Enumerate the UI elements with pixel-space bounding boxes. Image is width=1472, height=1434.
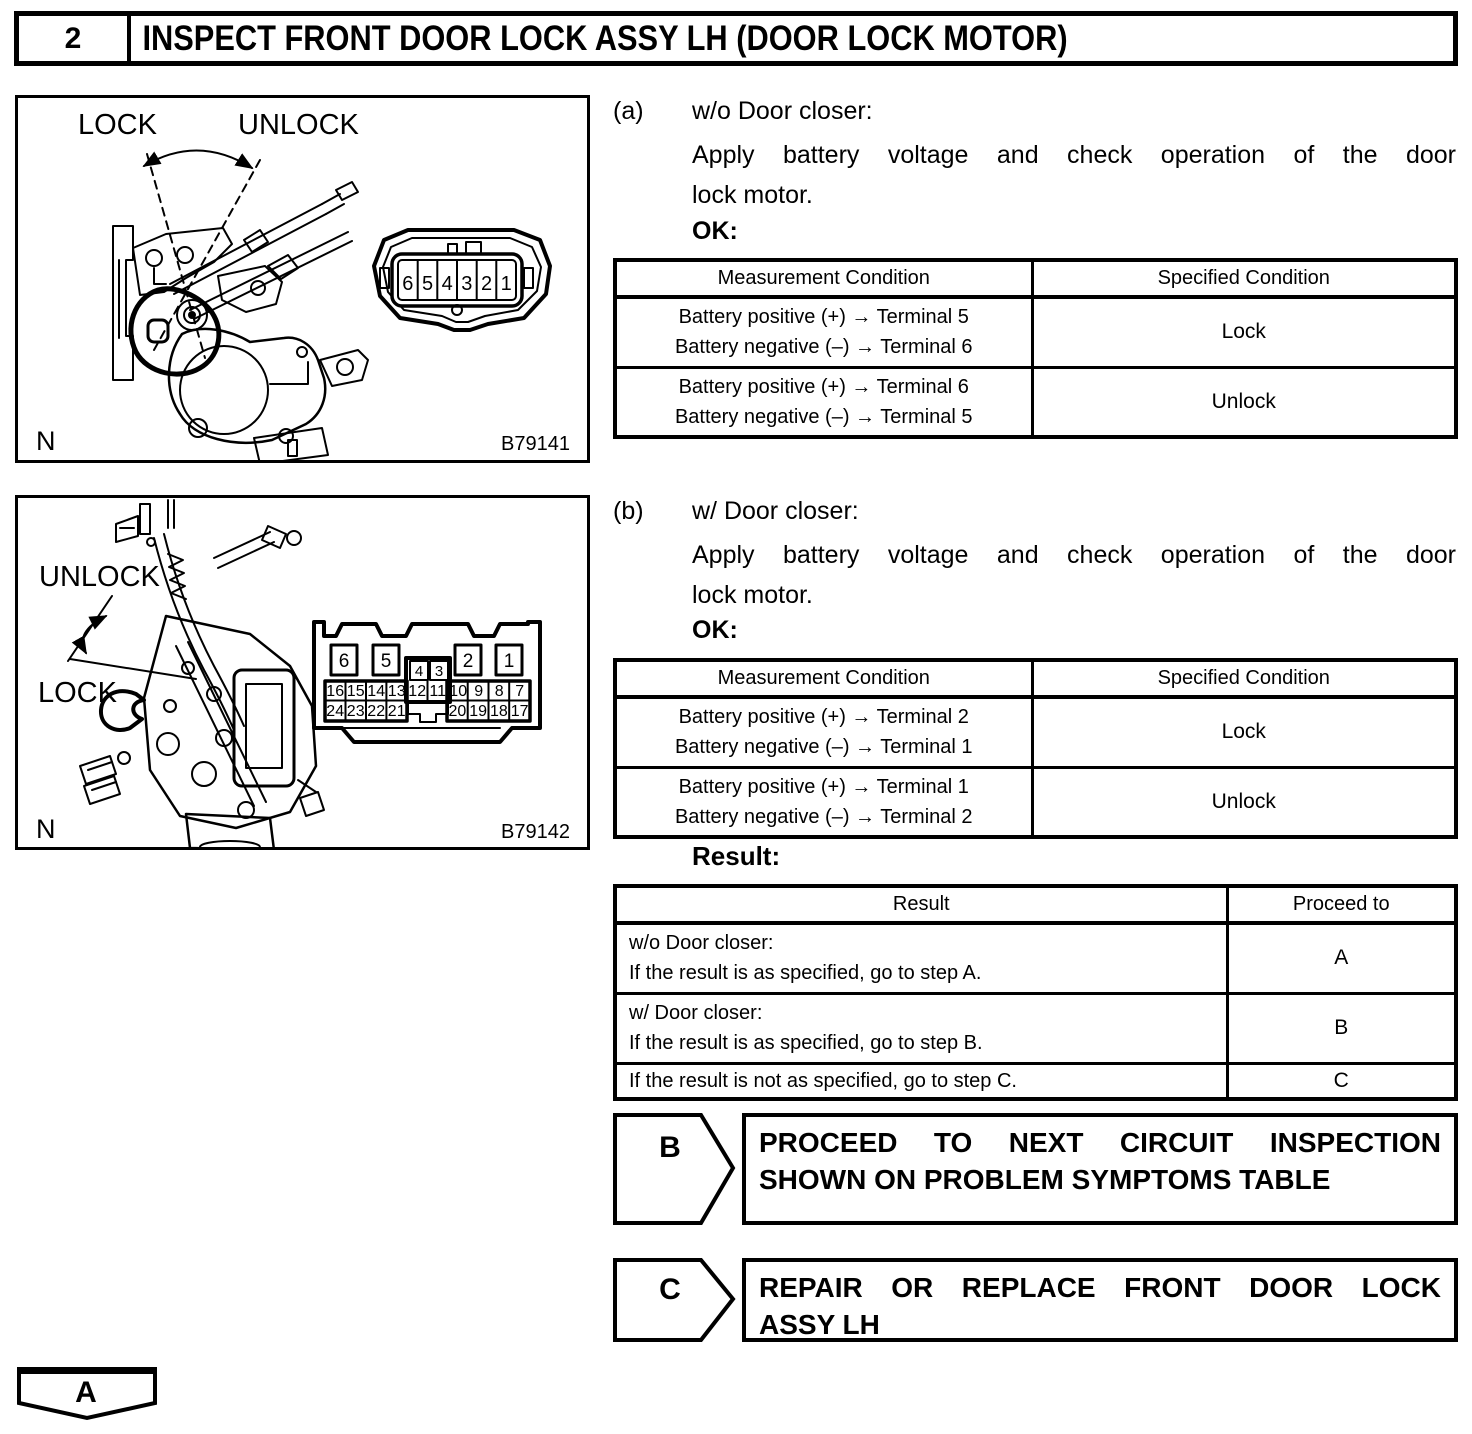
section-a-heading bbox=[613, 97, 1458, 131]
unlock-direction-dashed-line bbox=[154, 160, 260, 350]
body-line: lock motor. bbox=[692, 581, 813, 609]
section-a-index: (a) bbox=[613, 97, 644, 125]
condition-line: Battery negative (–) → Terminal 6 bbox=[674, 336, 973, 359]
col-header-proceed-to: Proceed to bbox=[1227, 886, 1456, 923]
specified-condition-cell: Unlock bbox=[1032, 367, 1456, 437]
result-cell bbox=[615, 1063, 1227, 1099]
figure-door-lock-w-closer bbox=[15, 495, 590, 850]
proceed-to-cell: A bbox=[1227, 923, 1456, 993]
table-header-row bbox=[615, 260, 1456, 297]
pin-label: 6 bbox=[338, 651, 350, 672]
pin-label: 12 bbox=[408, 683, 427, 700]
section-b-body bbox=[692, 535, 1456, 615]
proceed-to-cell: C bbox=[1227, 1063, 1456, 1099]
condition-line: Battery positive (+) → Terminal 1 bbox=[678, 775, 969, 798]
pin-label: 21 bbox=[387, 703, 406, 720]
result-cell bbox=[615, 993, 1227, 1063]
col-header-measurement: Measurement Condition bbox=[615, 260, 1032, 297]
pin-label: 5 bbox=[421, 273, 434, 295]
pin-label: 14 bbox=[367, 683, 386, 700]
specified-condition-cell: Lock bbox=[1032, 697, 1456, 767]
spec-table-b bbox=[613, 658, 1458, 839]
body-line: lock motor. bbox=[692, 181, 813, 209]
table-row bbox=[615, 923, 1456, 993]
table-row bbox=[615, 297, 1456, 367]
figure-corner-mark: N bbox=[36, 814, 56, 844]
condition-line: Battery positive (+) → Terminal 2 bbox=[678, 706, 969, 729]
section-b-heading bbox=[613, 497, 1458, 531]
instruction-line: PROCEED TO NEXT CIRCUIT INSPECTION bbox=[759, 1127, 1441, 1158]
next-step-letter: A bbox=[75, 1376, 97, 1409]
pin-label: 23 bbox=[346, 703, 365, 720]
lock-unlock-arrow bbox=[144, 150, 252, 168]
connector-24pin bbox=[314, 622, 540, 742]
result-line: If the result is not as specified, go to step C. bbox=[629, 1069, 1017, 1092]
result-line: w/ Door closer: bbox=[629, 1002, 763, 1024]
figure-door-lock-wo-closer bbox=[15, 95, 590, 463]
pin-label: 4 bbox=[441, 273, 453, 295]
pin-label: 15 bbox=[346, 683, 365, 700]
door-lock-mechanism bbox=[113, 182, 368, 460]
pin-label: 16 bbox=[326, 683, 345, 700]
figure2-illustration bbox=[18, 498, 587, 847]
spec-table-a bbox=[613, 258, 1458, 439]
figure-corner-mark: N bbox=[36, 426, 56, 456]
result-label: Result: bbox=[692, 841, 781, 871]
condition-line: Battery positive (+) → Terminal 6 bbox=[678, 375, 969, 398]
door-lock-mechanism bbox=[80, 500, 324, 847]
measurement-condition-cell bbox=[615, 697, 1032, 767]
body-line: Apply battery voltage and check operation of the door bbox=[692, 541, 1456, 569]
result-table bbox=[613, 884, 1458, 1101]
step-title: INSPECT FRONT DOOR LOCK ASSY LH (DOOR LOCK MOTOR) bbox=[142, 18, 1068, 58]
pin-label: 1 bbox=[500, 273, 512, 295]
instruction-line: SHOWN ON PROBLEM SYMPTOMS TABLE bbox=[759, 1164, 1331, 1195]
pin-label: 6 bbox=[402, 273, 414, 295]
pin-label: 22 bbox=[367, 703, 386, 720]
pin-label: 2 bbox=[480, 273, 493, 295]
table-row bbox=[615, 993, 1456, 1063]
step-b-letter: B bbox=[659, 1131, 681, 1164]
specified-condition-cell: Lock bbox=[1032, 297, 1456, 367]
instruction-line: ASSY LH bbox=[759, 1309, 880, 1340]
table-row bbox=[615, 1063, 1456, 1099]
pin-label: 11 bbox=[429, 683, 447, 700]
pin-label: 10 bbox=[449, 683, 468, 700]
figure1-illustration bbox=[18, 98, 587, 460]
measurement-condition-cell bbox=[615, 767, 1032, 837]
measurement-condition-cell bbox=[615, 367, 1032, 437]
pin-label: 20 bbox=[448, 703, 467, 720]
pin-label: 17 bbox=[510, 703, 529, 720]
pin-label: 18 bbox=[490, 703, 508, 720]
step-c-instruction-box bbox=[742, 1258, 1458, 1342]
condition-line: Battery negative (–) → Terminal 2 bbox=[674, 805, 973, 828]
result-line: If the result is as specified, go to step A. bbox=[629, 962, 982, 985]
specified-condition-cell: Unlock bbox=[1032, 767, 1456, 837]
step-b-instruction-box bbox=[742, 1113, 1458, 1225]
step-c-letter: C bbox=[659, 1273, 681, 1306]
step-c-chevron bbox=[613, 1258, 737, 1342]
instruction-line: REPAIR OR REPLACE FRONT DOOR LOCK bbox=[759, 1272, 1441, 1303]
condition-line: Battery negative (–) → Terminal 1 bbox=[674, 736, 973, 759]
pin-label: 13 bbox=[387, 683, 406, 700]
table-row bbox=[615, 767, 1456, 837]
col-header-measurement: Measurement Condition bbox=[615, 660, 1032, 697]
table-header-row bbox=[615, 886, 1456, 923]
col-header-result: Result bbox=[615, 886, 1227, 923]
figure-id: B79141 bbox=[501, 433, 570, 455]
step-header bbox=[14, 11, 1458, 66]
condition-line: Battery positive (+) → Terminal 5 bbox=[678, 306, 969, 329]
result-line: w/o Door closer: bbox=[629, 932, 774, 955]
col-header-specified: Specified Condition bbox=[1032, 660, 1456, 697]
next-step-marker bbox=[16, 1364, 158, 1424]
pin-label: 4 bbox=[414, 663, 424, 680]
pin-label: 5 bbox=[380, 651, 392, 672]
pin-label: 7 bbox=[515, 683, 525, 700]
measurement-condition-cell bbox=[615, 297, 1032, 367]
section-a-title: w/o Door closer: bbox=[692, 97, 873, 125]
pin-label: 1 bbox=[503, 651, 515, 672]
table-row bbox=[615, 697, 1456, 767]
section-a-body bbox=[692, 135, 1456, 215]
result-line: If the result is as specified, go to step B. bbox=[629, 1032, 983, 1054]
section-a-ok-label: OK: bbox=[692, 217, 738, 245]
table-header-row bbox=[615, 660, 1456, 697]
figure-id: B79142 bbox=[501, 821, 570, 843]
pin-label: 3 bbox=[461, 273, 473, 295]
pin-label: 19 bbox=[469, 703, 487, 720]
unlock-pointer-line bbox=[68, 596, 112, 661]
result-cell bbox=[615, 923, 1227, 993]
pin-label: 2 bbox=[462, 651, 474, 672]
pin-label: 8 bbox=[494, 683, 504, 700]
step-b-chevron bbox=[613, 1113, 737, 1225]
section-b-index: (b) bbox=[613, 497, 644, 525]
proceed-to-cell: B bbox=[1227, 993, 1456, 1063]
body-line: Apply battery voltage and check operation of the door bbox=[692, 141, 1456, 169]
table-row bbox=[615, 367, 1456, 437]
pin-label: 3 bbox=[434, 663, 444, 680]
step-number: 2 bbox=[19, 16, 131, 61]
lock-direction-dashed-line bbox=[147, 154, 205, 358]
pin-label: 24 bbox=[326, 703, 345, 720]
unlock-label: UNLOCK bbox=[238, 109, 359, 141]
condition-line: Battery negative (–) → Terminal 5 bbox=[674, 405, 973, 428]
lock-pointer-line bbox=[70, 659, 196, 679]
section-b-title: w/ Door closer: bbox=[692, 497, 859, 525]
col-header-specified: Specified Condition bbox=[1032, 260, 1456, 297]
lock-label: LOCK bbox=[78, 109, 157, 141]
unlock-label: UNLOCK bbox=[39, 561, 160, 593]
lock-label: LOCK bbox=[38, 677, 117, 709]
pin-label: 9 bbox=[474, 683, 484, 700]
section-b-ok-label: OK: bbox=[692, 616, 738, 644]
